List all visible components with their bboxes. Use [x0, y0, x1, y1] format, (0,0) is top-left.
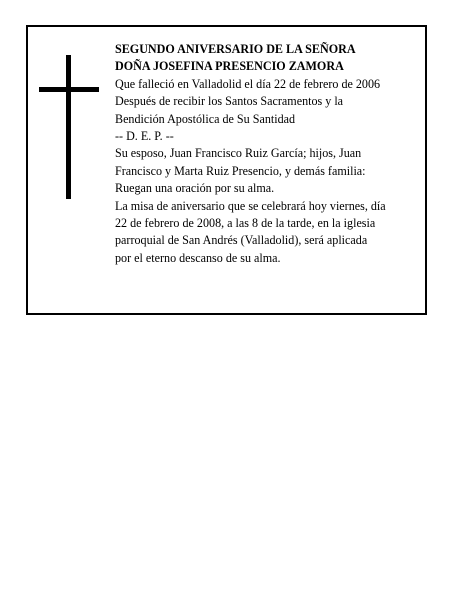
obituary-notice [26, 25, 427, 315]
notice-text [115, 41, 415, 267]
notice-heading-line-1: SEGUNDO ANIVERSARIO DE LA SEÑORA [115, 42, 356, 56]
latin-cross-icon [39, 55, 99, 199]
notice-body-line: parroquial de San Andrés (Valladolid), será aplicada [115, 233, 368, 248]
notice-heading-line-2: DOÑA JOSEFINA PRESENCIO ZAMORA [115, 59, 344, 74]
notice-body-line: Bendición Apostólica de Su Santidad [115, 111, 296, 126]
notice-body-line: Que falleció en Valladolid el día 22 de febrero de 2006 [115, 76, 381, 91]
notice-body-line: Después de recibir los Santos Sacramentos y la [115, 94, 344, 109]
notice-body-line: por el eterno descanso de su alma. [115, 250, 281, 265]
notice-body-line: Francisco y Marta Ruiz Presencio, y demás familia: [115, 163, 366, 178]
notice-body-line: La misa de aniversario que se celebrará hoy viernes, día [115, 198, 386, 213]
notice-body-line: 22 de febrero de 2008, a las 8 de la tarde, en la iglesia [115, 216, 376, 231]
cross-vertical-bar [66, 55, 71, 199]
notice-body-line: Ruegan una oración por su alma. [115, 181, 275, 196]
notice-rip-line: -- D. E. P. -- [115, 129, 174, 144]
cross-horizontal-bar [39, 87, 99, 92]
notice-body-line: Su esposo, Juan Francisco Ruiz García; hijos, Juan [115, 146, 362, 161]
